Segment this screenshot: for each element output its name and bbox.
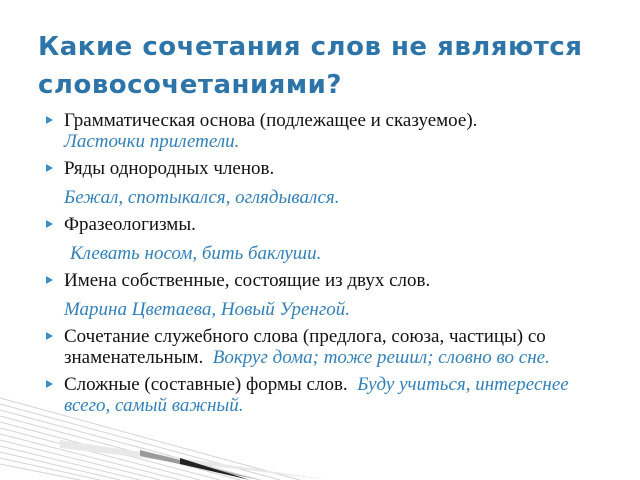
list-item bbox=[44, 270, 604, 320]
bullet-icon bbox=[46, 164, 53, 172]
item-example: Бежал, спотыкался, оглядывался. bbox=[64, 187, 340, 208]
item-text: Фразеологизмы. bbox=[64, 214, 196, 235]
item-text: Грамматическая основа (подлежащее и сказуемое). bbox=[64, 110, 478, 131]
bullet-icon bbox=[46, 380, 53, 388]
item-text: Сложные (составные) формы слов. bbox=[64, 374, 348, 395]
item-example: Марина Цветаева, Новый Уренгой. bbox=[64, 299, 351, 320]
item-example: Клевать носом, бить баклуши. bbox=[70, 243, 322, 264]
item-example: Ласточки прилетели. bbox=[64, 131, 240, 152]
bullet-list bbox=[44, 110, 604, 422]
item-example: Вокруг дома; тоже решил; словно во сне. bbox=[208, 347, 550, 368]
item-example: Буду учиться, интереснее всего, самый важный. bbox=[64, 374, 569, 416]
list-item bbox=[44, 110, 604, 152]
list-item bbox=[44, 326, 604, 368]
item-text: Ряды однородных членов. bbox=[64, 158, 275, 179]
bullet-icon bbox=[46, 116, 53, 124]
bullet-icon bbox=[46, 220, 53, 228]
list-item bbox=[44, 374, 604, 416]
item-text: Имена собственные, состоящие из двух слов. bbox=[64, 270, 431, 291]
item-text: Сочетание служебного слова (предлога, союза, частицы) со знаменательным. bbox=[64, 326, 546, 368]
bullet-icon bbox=[46, 276, 53, 284]
list-item bbox=[44, 158, 604, 208]
bullet-icon bbox=[46, 332, 53, 340]
list-item bbox=[44, 214, 604, 264]
slide-title: Какие сочетания слов не являются словосочетаниями? bbox=[38, 32, 583, 100]
